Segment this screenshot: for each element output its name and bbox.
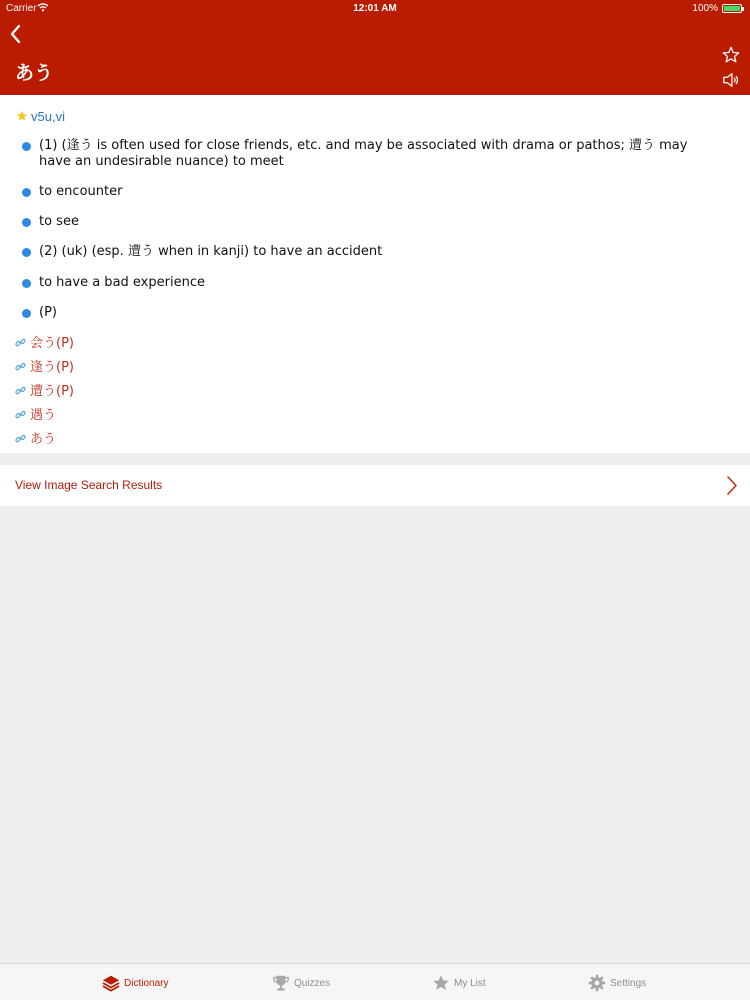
xref-label: 遇う xyxy=(30,408,57,423)
image-search-label: View Image Search Results xyxy=(15,478,163,492)
favorite-star-icon[interactable] xyxy=(722,46,740,64)
xref-link[interactable] xyxy=(15,332,74,351)
sense-text: to have a bad experience xyxy=(39,275,205,290)
carrier-label: Carrier xyxy=(6,3,37,14)
sense-item xyxy=(39,305,719,321)
link-icon xyxy=(15,361,26,372)
sense-item xyxy=(39,214,719,230)
xref-label: 遭う(P) xyxy=(30,384,74,399)
xref-link[interactable] xyxy=(15,380,74,399)
tab-label: My List xyxy=(454,977,486,989)
bullet-icon xyxy=(22,188,31,197)
sense-item xyxy=(39,138,719,170)
back-chevron-icon[interactable] xyxy=(8,22,24,46)
pos-label: v5u,vi xyxy=(31,109,65,124)
sense-text: (1) (逢う is often used for close friends, etc. and may be associated with drama or pathos; 遭う may have an undesirable nuance) to meet xyxy=(39,138,688,169)
chevron-right-icon xyxy=(726,475,738,496)
star-icon xyxy=(432,974,450,992)
sense-text: (2) (uk) (esp. 遭う when in kanji) to have an accident xyxy=(39,244,383,259)
speaker-icon[interactable] xyxy=(722,71,740,89)
tab-my-list[interactable] xyxy=(432,972,486,994)
sense-text: (P) xyxy=(39,305,57,320)
xref-label: 会う(P) xyxy=(30,336,74,351)
sense-item xyxy=(39,184,719,200)
status-time: 12:01 AM xyxy=(353,3,397,14)
bullet-icon xyxy=(22,142,31,151)
image-search-row[interactable] xyxy=(0,465,750,506)
tab-label: Settings xyxy=(610,977,647,989)
pos-star-icon xyxy=(16,110,28,122)
trophy-icon xyxy=(272,974,290,992)
battery-percent: 100% xyxy=(692,3,718,14)
nav-bar xyxy=(0,18,750,95)
tab-label: Dictionary xyxy=(124,977,169,989)
xref-label: 逢う(P) xyxy=(30,360,74,375)
entry-card xyxy=(0,95,750,453)
tab-settings[interactable] xyxy=(588,972,646,994)
sense-item xyxy=(39,275,719,291)
link-icon xyxy=(15,337,26,348)
tab-label: Quizzes xyxy=(294,977,331,989)
xref-link[interactable] xyxy=(15,428,56,447)
bullet-icon xyxy=(22,309,31,318)
tab-bar xyxy=(0,963,750,1000)
tab-dictionary[interactable] xyxy=(102,972,168,994)
bullet-icon xyxy=(22,218,31,227)
sense-item xyxy=(39,244,719,260)
sense-text: to see xyxy=(39,214,79,229)
page-title: あう xyxy=(15,62,54,84)
xref-label: あう xyxy=(30,432,57,447)
bullet-icon xyxy=(22,279,31,288)
gear-icon xyxy=(588,974,606,992)
link-icon xyxy=(15,385,26,396)
part-of-speech xyxy=(16,109,65,124)
dictionary-stack-icon xyxy=(102,974,120,992)
tab-quizzes[interactable] xyxy=(272,972,330,994)
link-icon xyxy=(15,409,26,420)
sense-text: to encounter xyxy=(39,184,123,199)
status-bar xyxy=(0,0,750,18)
battery-icon xyxy=(722,4,742,13)
xref-link[interactable] xyxy=(15,356,74,375)
link-icon xyxy=(15,433,26,444)
bullet-icon xyxy=(22,248,31,257)
xref-link[interactable] xyxy=(15,404,56,423)
